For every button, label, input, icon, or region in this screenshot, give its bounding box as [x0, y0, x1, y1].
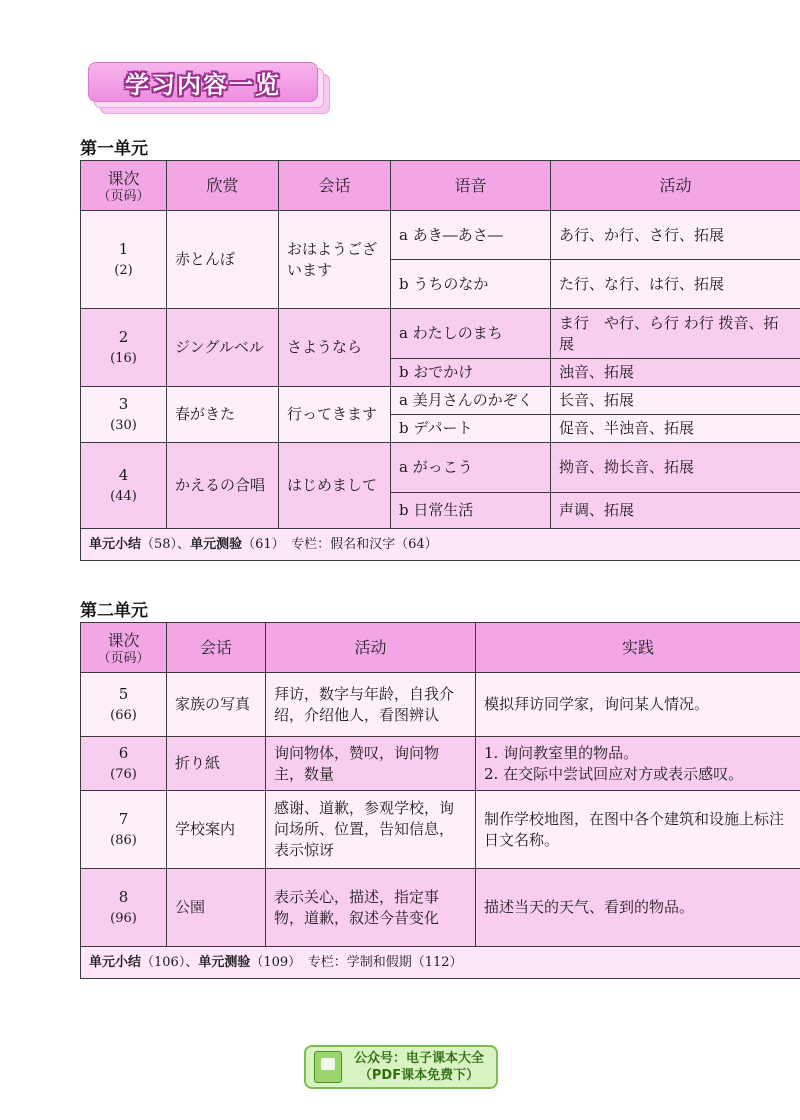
conversation-cell: 折り紙 — [167, 737, 266, 791]
summary-page: （58）、 — [141, 537, 191, 552]
practice-cell: 制作学校地图，在图中各个建筑和设施上标注日文名称。 — [476, 791, 800, 869]
unit2-footer-row — [81, 947, 800, 979]
header-activity: 活动 — [266, 623, 476, 673]
conversation-cell: 学校案内 — [167, 791, 266, 869]
book-icon — [314, 1051, 342, 1083]
phonetics-cell: a あき―あさ― — [391, 211, 551, 260]
activity-cell: 拗音、拗长音、拓展 — [551, 443, 800, 493]
activity-cell: あ行、か行、さ行、拓展 — [551, 211, 800, 260]
unit-footer — [81, 947, 800, 979]
appreciation-cell: ジングルベル — [167, 309, 279, 387]
practice-cell: 1. 询问教室里的物品。 2. 在交际中尝试回应对方或表示感叹。 — [476, 737, 800, 791]
header-activity: 活动 — [551, 161, 800, 211]
unit-footer — [81, 529, 800, 561]
appreciation-cell: かえるの合唱 — [167, 443, 279, 529]
activity-cell: ま行 や行、ら行 わ行 拨音、拓展 — [551, 309, 800, 359]
column-note: 专栏：假名和汉字（64） — [278, 537, 438, 552]
header-lesson: 课次 （页码） — [81, 623, 167, 673]
activity-cell: 感谢、道歉，参观学校，询问场所、位置，告知信息，表示惊讶 — [266, 791, 476, 869]
lesson-number: 2 (16) — [81, 309, 167, 387]
table-row — [81, 673, 800, 737]
unit1-heading: 第一单元 — [80, 139, 148, 159]
test-label: 单元测验 — [190, 537, 243, 552]
phonetics-cell: b デパート — [391, 415, 551, 443]
lesson-number: 3 (30) — [81, 387, 167, 443]
lesson-number: 6 (76) — [81, 737, 167, 791]
practice-cell: 模拟拜访同学家，询问某人情况。 — [476, 673, 800, 737]
header-appreciation: 欣赏 — [167, 161, 279, 211]
activity-cell: 浊音、拓展 — [551, 359, 800, 387]
phonetics-cell: b 日常生活 — [391, 493, 551, 529]
appreciation-cell: 赤とんぼ — [167, 211, 279, 309]
appreciation-cell: 春がきた — [167, 387, 279, 443]
phonetics-cell: a わたしのまち — [391, 309, 551, 359]
conversation-cell: 家族の写真 — [167, 673, 266, 737]
table-row — [81, 443, 800, 493]
lesson-number: 8 (96) — [81, 869, 167, 947]
unit2-table — [80, 622, 800, 979]
test-label: 单元测验 — [198, 955, 251, 970]
header-phonetics: 语音 — [391, 161, 551, 211]
activity-cell: 声调、拓展 — [551, 493, 800, 529]
page-title: 学习内容一览 — [125, 70, 281, 99]
header-practice: 实践 — [476, 623, 800, 673]
watermark-text: 公众号：电子课本大全 （PDF课本免费下） — [353, 1051, 484, 1083]
phonetics-cell: a 美月さんのかぞく — [391, 387, 551, 415]
conversation-cell: はじめまして — [279, 443, 391, 529]
activity-cell: た行、な行、は行、拓展 — [551, 260, 800, 309]
unit1-header-row — [81, 161, 800, 211]
table-row — [81, 309, 800, 359]
phonetics-cell: b うちのなか — [391, 260, 551, 309]
conversation-cell: おはようございます — [279, 211, 391, 309]
title-banner — [88, 62, 334, 116]
conversation-cell: さようなら — [279, 309, 391, 387]
unit2-heading: 第二单元 — [80, 601, 148, 621]
test-page: （61） — [242, 537, 279, 552]
table-row — [81, 387, 800, 415]
activity-cell: 询问物体，赞叹，询问物主，数量 — [266, 737, 476, 791]
banner-main — [88, 62, 318, 102]
phonetics-cell: a がっこう — [391, 443, 551, 493]
column-note: 专栏：学制和假期（112） — [294, 955, 463, 970]
table-row — [81, 791, 800, 869]
summary-label: 单元小结 — [89, 955, 142, 970]
phonetics-cell: b おでかけ — [391, 359, 551, 387]
test-page: （109） — [250, 955, 295, 970]
lesson-number: 1 (2) — [81, 211, 167, 309]
table-row — [81, 737, 800, 791]
header-lesson: 课次 （页码） — [81, 161, 167, 211]
lesson-number: 5 (66) — [81, 673, 167, 737]
unit1-footer-row — [81, 529, 800, 561]
unit2-header-row — [81, 623, 800, 673]
conversation-cell: 行ってきます — [279, 387, 391, 443]
activity-cell: 表示关心，描述，指定事物，道歉，叙述今昔变化 — [266, 869, 476, 947]
watermark-badge — [304, 1045, 498, 1089]
table-row — [81, 869, 800, 947]
unit1-table — [80, 160, 800, 561]
practice-cell: 描述当天的天气、看到的物品。 — [476, 869, 800, 947]
summary-label: 单元小结 — [89, 537, 142, 552]
activity-cell: 拜访，数字与年龄，自我介绍，介绍他人，看图辨认 — [266, 673, 476, 737]
header-conversation: 会话 — [167, 623, 266, 673]
lesson-number: 4 (44) — [81, 443, 167, 529]
lesson-number: 7 (86) — [81, 791, 167, 869]
activity-cell: 促音、半浊音、拓展 — [551, 415, 800, 443]
header-conversation: 会话 — [279, 161, 391, 211]
table-row — [81, 211, 800, 260]
summary-page: （106）、 — [141, 955, 199, 970]
conversation-cell: 公園 — [167, 869, 266, 947]
activity-cell: 长音、拓展 — [551, 387, 800, 415]
